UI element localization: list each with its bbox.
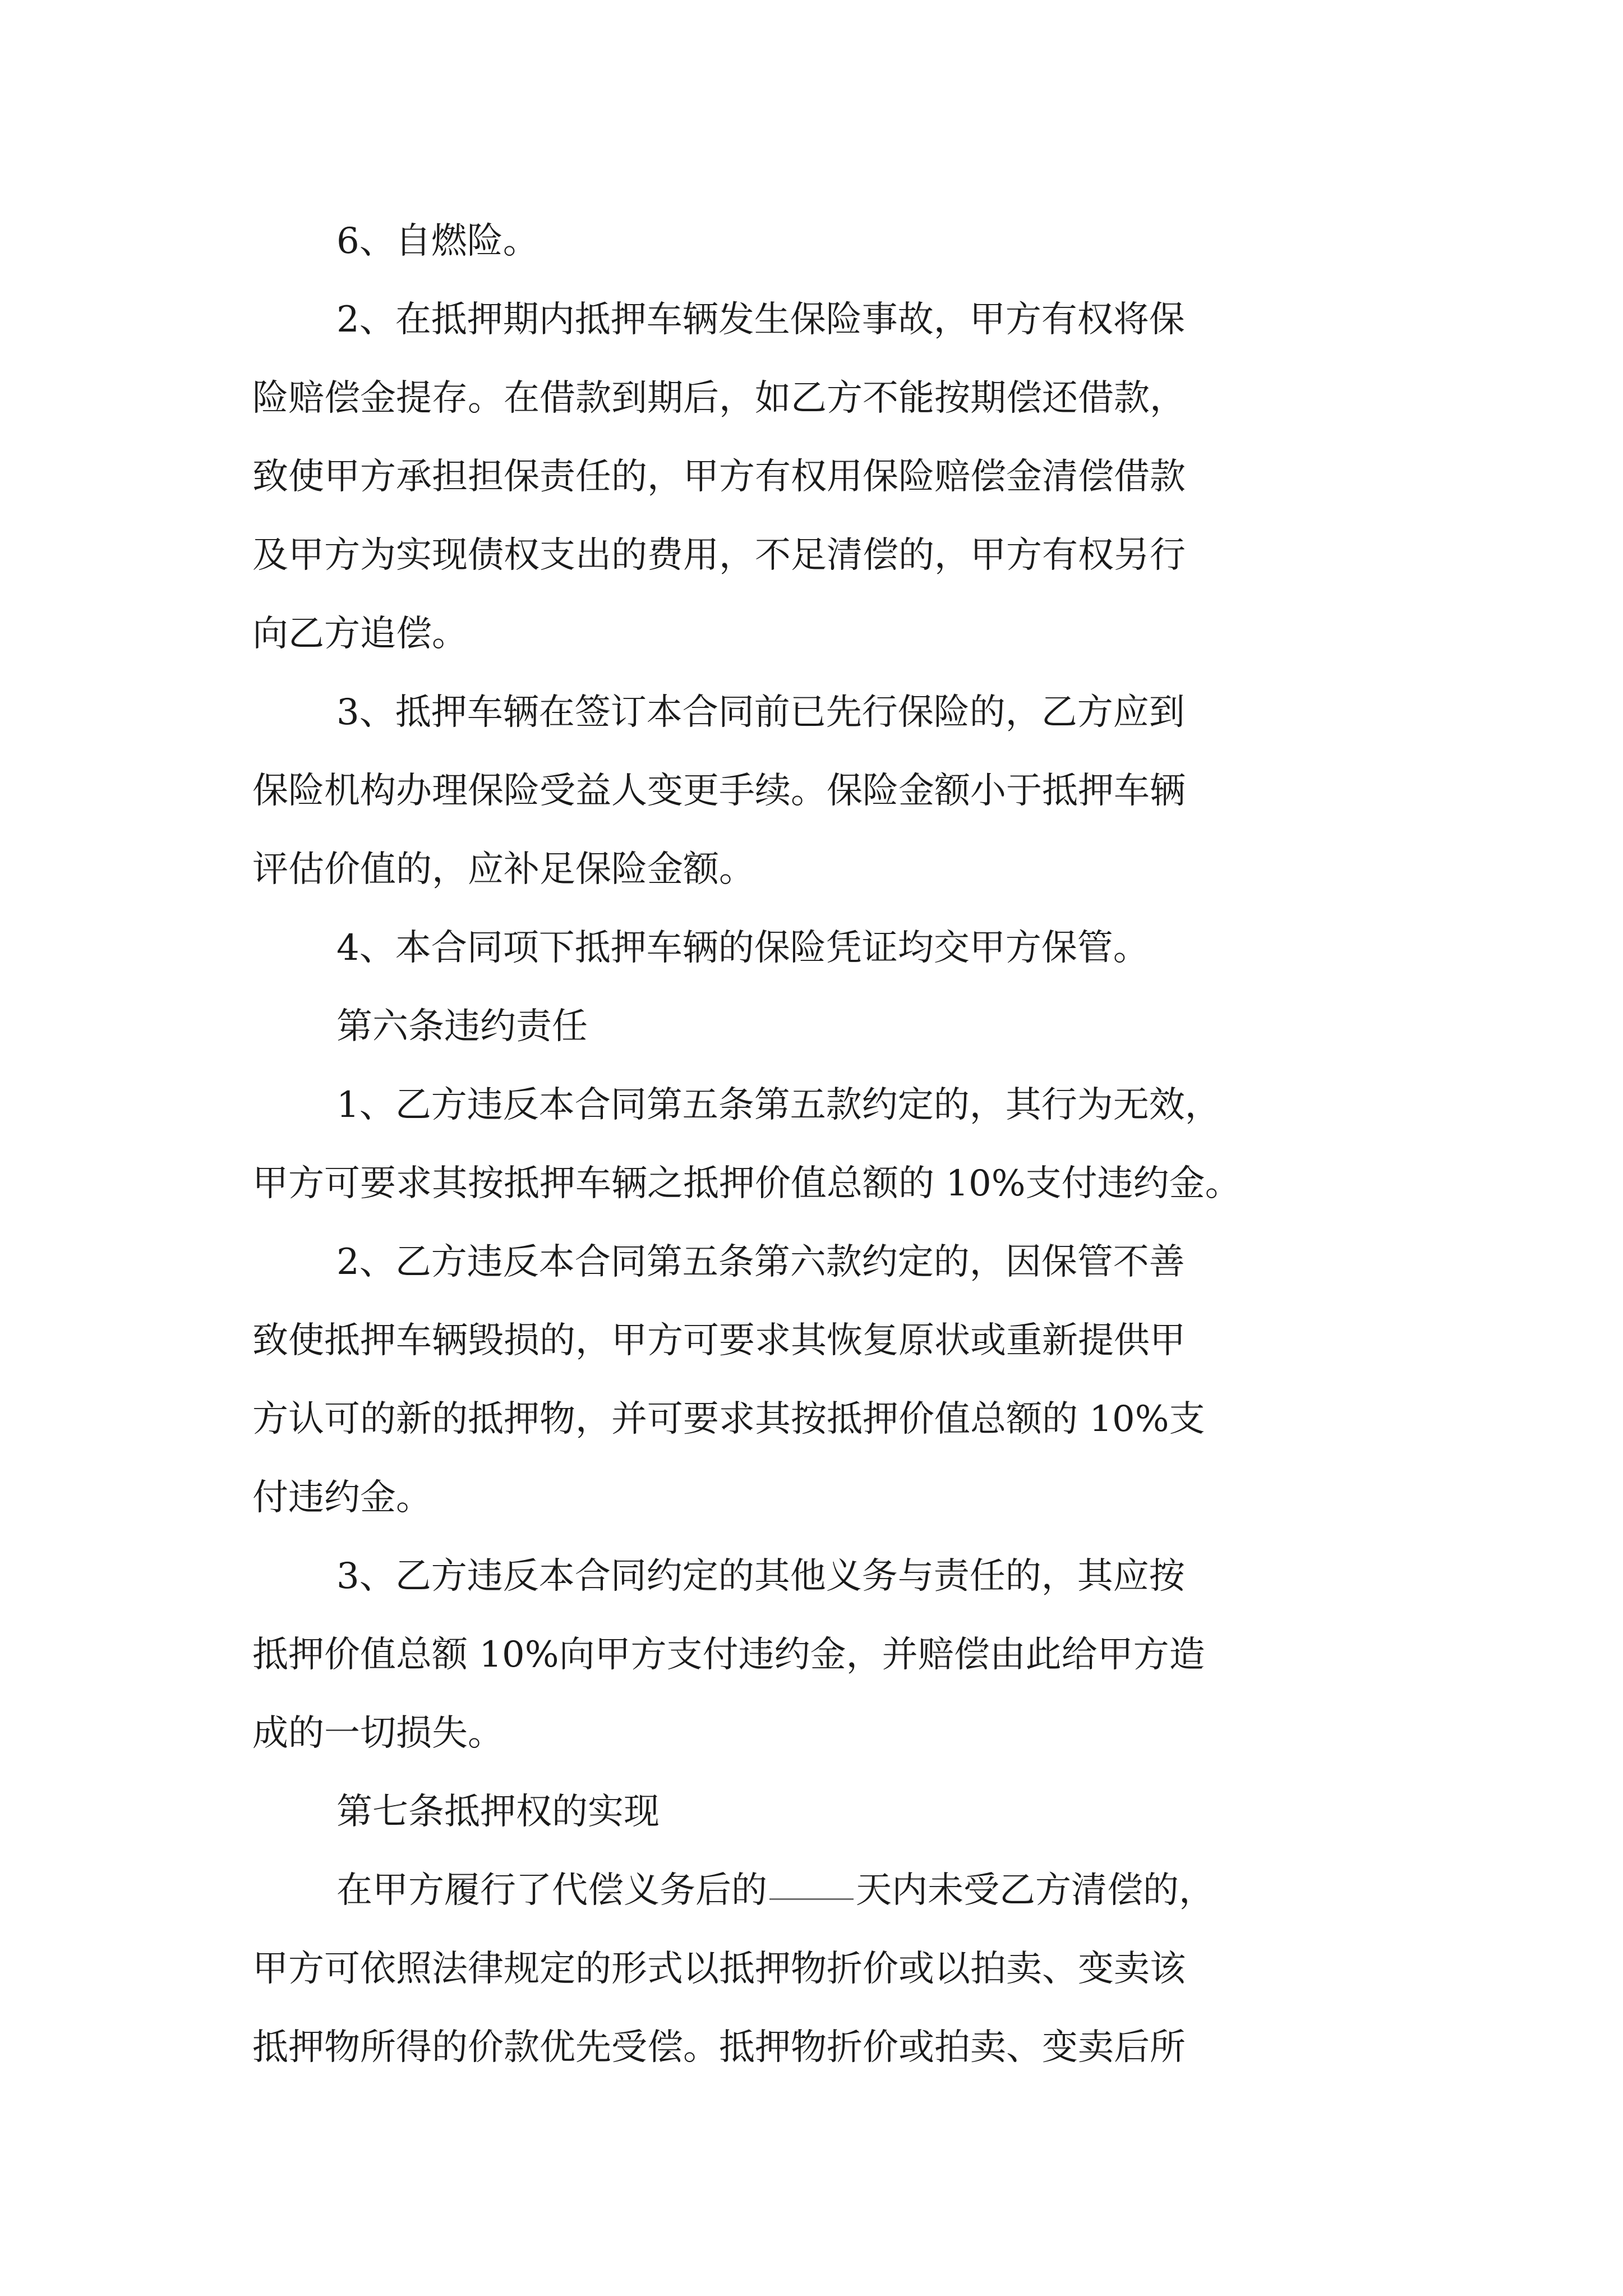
text-line: 险赔偿金提存。在借款到期后，如乙方不能按期偿还借款， <box>252 378 1186 419</box>
text-line: 方认可的新的抵押物，并可要求其按抵押价值总额的 10%支 <box>252 1398 1205 1440</box>
text-line: 2、乙方违反本合同第五条第六款约定的，因保管不善 <box>336 1241 1185 1283</box>
text-line: 3、抵押车辆在签订本合同前已先行保险的，乙方应到 <box>336 692 1185 733</box>
text-line: 抵押物所得的价款优先受偿。抵押物折价或拍卖、变卖后所 <box>252 2027 1186 2068</box>
text-line: 致使抵押车辆毁损的，甲方可要求其恢复原状或重新提供甲 <box>252 1320 1186 1361</box>
text-segment: 在甲方履行了代偿义务后的 <box>336 1870 767 1911</box>
text-line: 保险机构办理保险受益人变更手续。保险金额小于抵押车辆 <box>252 770 1186 812</box>
text-line: 2、在抵押期内抵押车辆发生保险事故，甲方有权将保 <box>336 299 1185 341</box>
text-line: 付违约金。 <box>252 1477 432 1519</box>
section-heading: 第七条抵押权的实现 <box>336 1791 660 1833</box>
text-line: 及甲方为实现债权支出的费用，不足清偿的，甲方有权另行 <box>252 535 1186 576</box>
text-line <box>336 1870 1215 1911</box>
text-line: 评估价值的，应补足保险金额。 <box>252 849 755 890</box>
text-line: 向乙方追偿。 <box>252 613 468 655</box>
text-line: 成的一切损失。 <box>252 1713 504 1754</box>
text-line: 甲方可依照法律规定的形式以抵押物折价或以拍卖、变卖该 <box>252 1948 1186 1990</box>
text-line: 4、本合同项下抵押车辆的保险凭证均交甲方保管。 <box>336 927 1149 969</box>
text-line: 1、乙方违反本合同第五条第五款约定的，其行为无效， <box>336 1084 1221 1126</box>
section-heading: 第六条违约责任 <box>336 1006 588 1047</box>
text-line: 3、乙方违反本合同约定的其他义务与责任的，其应按 <box>336 1556 1185 1597</box>
text-line: 甲方可要求其按抵押车辆之抵押价值总额的 10%支付违约金。 <box>252 1163 1241 1204</box>
text-line: 抵押价值总额 10%向甲方支付违约金，并赔偿由此给甲方造 <box>252 1634 1205 1676</box>
text-segment: 天内未受乙方清偿的， <box>856 1870 1215 1911</box>
text-line: 6、自燃险。 <box>336 220 539 262</box>
text-line: 致使甲方承担担保责任的，甲方有权用保险赔偿金清偿借款 <box>252 456 1186 498</box>
fill-in-blank <box>769 1898 854 1900</box>
